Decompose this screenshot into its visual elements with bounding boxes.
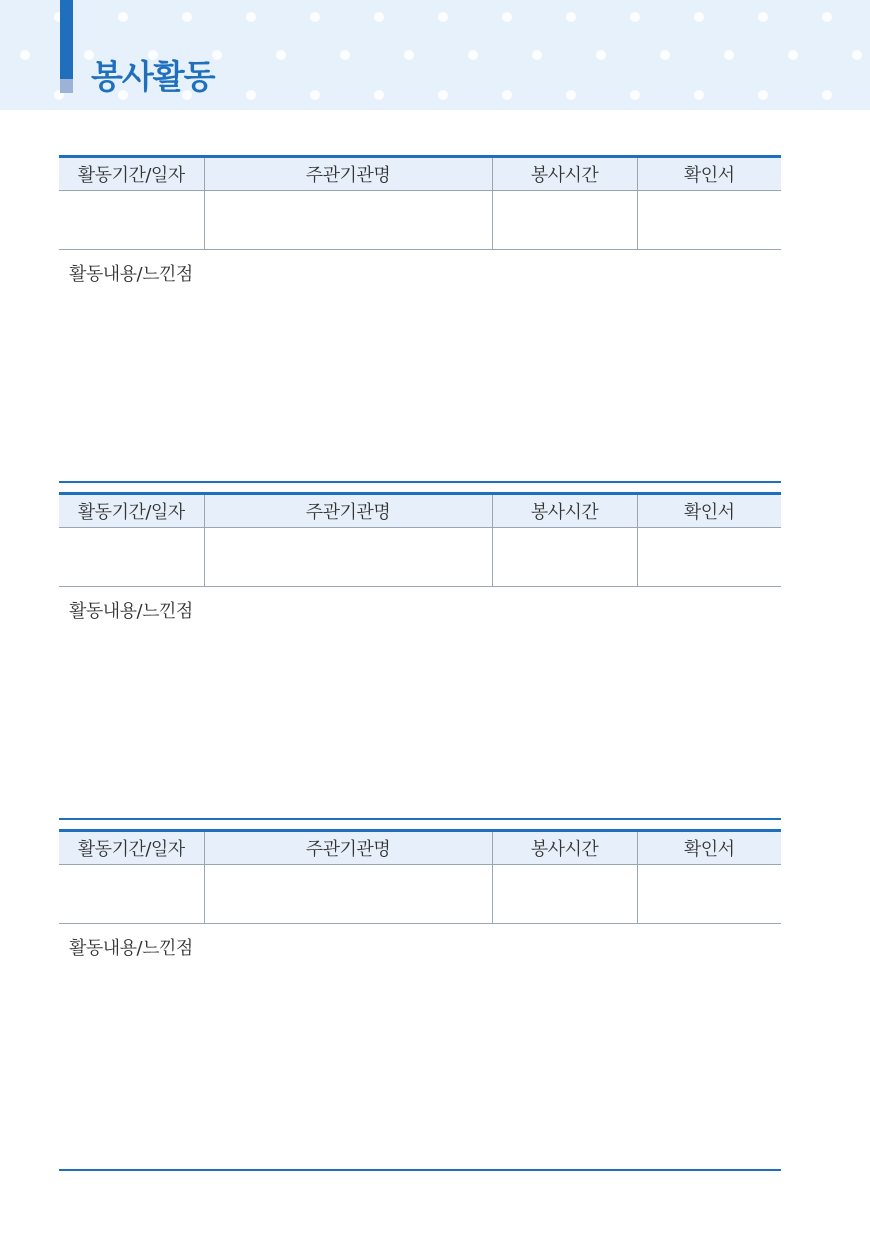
decorative-dot	[852, 50, 862, 60]
hours-cell[interactable]	[492, 191, 637, 250]
record-value-row	[59, 528, 781, 587]
column-header-period: 활동기간/일자	[59, 831, 204, 865]
decorative-dot	[374, 12, 384, 22]
page-title: 봉사활동	[91, 57, 215, 96]
column-header-period: 활동기간/일자	[59, 494, 204, 528]
record-header-row	[59, 157, 781, 191]
record-table	[59, 155, 781, 250]
separator-line-1	[59, 481, 781, 483]
decorative-dot	[596, 50, 606, 60]
notes-label: 활동내용/느낀점	[69, 938, 193, 959]
organization-cell[interactable]	[204, 865, 492, 924]
column-header-organization: 주관기관명	[204, 831, 492, 865]
decorative-dot	[404, 50, 414, 60]
notes-label: 활동내용/느낀점	[69, 601, 193, 622]
decorative-dot	[502, 12, 512, 22]
decorative-dot	[182, 12, 192, 22]
notes-label: 활동내용/느낀점	[69, 264, 193, 285]
hours-cell[interactable]	[492, 528, 637, 587]
decorative-dot	[118, 12, 128, 22]
decorative-dot	[502, 90, 512, 100]
decorative-dot	[694, 90, 704, 100]
decorative-dot	[340, 50, 350, 60]
certificate-cell[interactable]	[637, 528, 781, 587]
decorative-dot	[310, 12, 320, 22]
title-accent-bar-bottom	[60, 79, 73, 93]
organization-cell[interactable]	[204, 191, 492, 250]
decorative-dot	[660, 50, 670, 60]
notes-area[interactable]	[59, 627, 781, 807]
decorative-dot	[438, 90, 448, 100]
separator-line-2	[59, 818, 781, 820]
hours-cell[interactable]	[492, 865, 637, 924]
decorative-dot	[758, 12, 768, 22]
record-value-row	[59, 865, 781, 924]
notes-area[interactable]	[59, 964, 259, 1144]
decorative-dot	[630, 90, 640, 100]
decorative-dot	[246, 90, 256, 100]
decorative-dot	[246, 12, 256, 22]
decorative-dot	[310, 90, 320, 100]
footer-line	[59, 1169, 781, 1171]
decorative-dot	[694, 12, 704, 22]
column-header-period: 활동기간/일자	[59, 157, 204, 191]
column-header-hours: 봉사시간	[492, 494, 637, 528]
decorative-dot	[438, 12, 448, 22]
period-cell[interactable]	[59, 865, 204, 924]
decorative-dot	[822, 12, 832, 22]
decorative-dot	[822, 90, 832, 100]
decorative-dot	[724, 50, 734, 60]
period-cell[interactable]	[59, 528, 204, 587]
decorative-dot	[788, 50, 798, 60]
decorative-dot	[566, 12, 576, 22]
certificate-cell[interactable]	[637, 191, 781, 250]
certificate-cell[interactable]	[637, 865, 781, 924]
period-cell[interactable]	[59, 191, 204, 250]
column-header-certificate: 확인서	[637, 831, 781, 865]
record-table	[59, 492, 781, 587]
decorative-dot	[374, 90, 384, 100]
column-header-hours: 봉사시간	[492, 157, 637, 191]
title-accent-bar	[60, 0, 73, 93]
column-header-organization: 주관기관명	[204, 157, 492, 191]
volunteer-record-2	[59, 492, 781, 622]
decorative-dot	[276, 50, 286, 60]
column-header-hours: 봉사시간	[492, 831, 637, 865]
volunteer-record-3	[59, 829, 781, 959]
decorative-dot	[532, 50, 542, 60]
record-header-row	[59, 831, 781, 865]
column-header-certificate: 확인서	[637, 157, 781, 191]
volunteer-record-1	[59, 155, 781, 285]
organization-cell[interactable]	[204, 528, 492, 587]
notes-area[interactable]	[59, 290, 781, 470]
decorative-dot	[758, 90, 768, 100]
record-header-row	[59, 494, 781, 528]
decorative-dot	[20, 50, 30, 60]
record-value-row	[59, 191, 781, 250]
decorative-dot	[630, 12, 640, 22]
decorative-dot	[566, 90, 576, 100]
column-header-certificate: 확인서	[637, 494, 781, 528]
column-header-organization: 주관기관명	[204, 494, 492, 528]
record-table	[59, 829, 781, 924]
decorative-dot	[468, 50, 478, 60]
title-accent-bar-top	[60, 0, 73, 79]
